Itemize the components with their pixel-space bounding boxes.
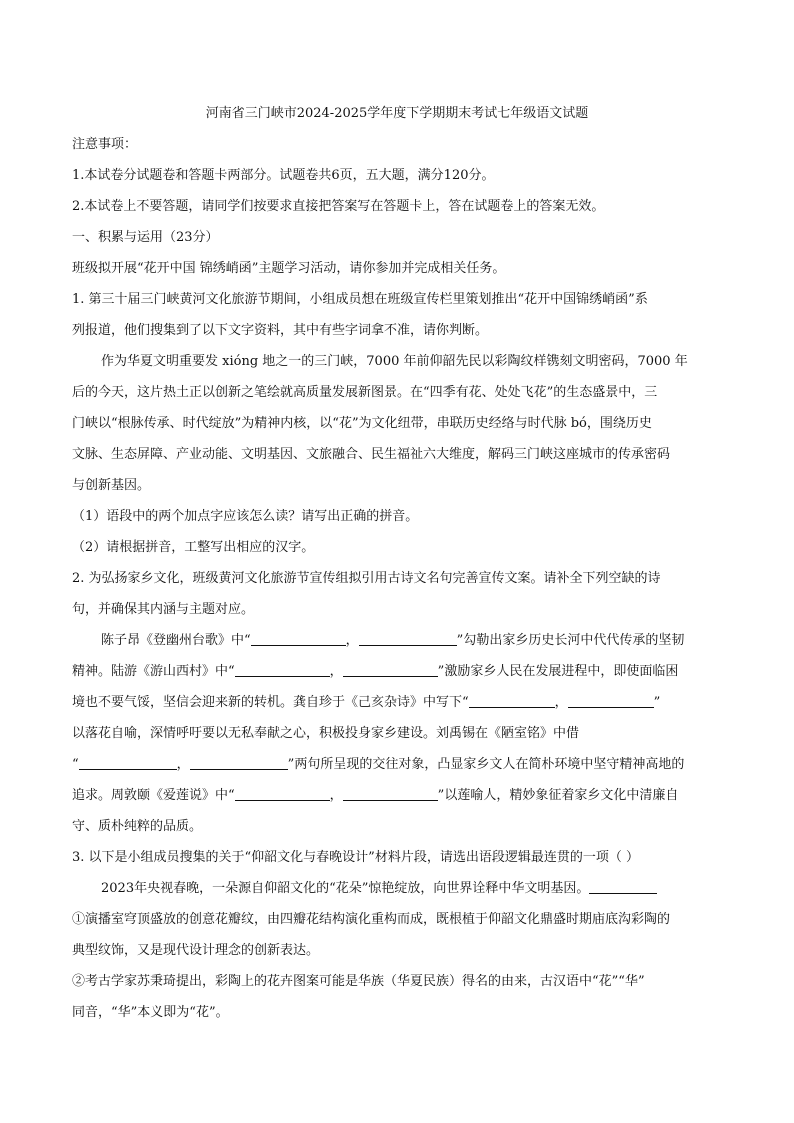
q3-option-2-line-1: ②考古学家苏秉琦提出，彩陶上的花卉图案可能是华族（华夏民族）得名的由来，古汉语中“花”“华” — [72, 974, 645, 989]
answer-blank[interactable] — [235, 662, 330, 677]
answer-blank[interactable] — [568, 693, 654, 708]
q2-stem-line-1: 2. 为弘扬家乡文化，班级黄河文化旅游节宣传组拟引用古诗文名句完善宣传文案。请补全下列空缺的诗 — [72, 571, 661, 586]
exam-title: 河南省三门峡市2024-2025学年度下学期期末考试七年级语文试题 — [205, 106, 589, 121]
answer-blank[interactable] — [251, 631, 346, 646]
q2-line-1 — [101, 631, 684, 651]
q2-line-6-comma: ， — [329, 788, 343, 803]
q1-passage-line-5: 与创新基因。 — [72, 478, 151, 493]
q2-line-1-text-a: 陈子昂《登幽州台歌》中“ — [101, 633, 251, 648]
q2-line-2-text-c: ”激励家乡人民在发展进程中，即使面临困 — [437, 664, 679, 679]
q2-stem-line-2: 句，并确保其内涵与主题对应。 — [72, 602, 255, 617]
q2-line-3-text-a: 境也不要气馁，坚信会迎来新的转机。龚自珍于《己亥杂诗》中写下“ — [72, 695, 469, 710]
q2-line-5-text-a: “ — [72, 757, 79, 772]
answer-blank[interactable] — [359, 631, 457, 646]
answer-blank[interactable] — [589, 879, 657, 894]
q2-line-1-comma: ， — [345, 633, 359, 648]
q1-sub-question-2: （2）请根据拼音，工整写出相应的汉字。 — [72, 540, 315, 555]
q3-option-1-line-2: 典型纹饰，又是现代设计理念的创新表达。 — [72, 943, 320, 958]
q2-line-5-comma: ， — [176, 757, 190, 772]
q2-line-6-text-a: 追求。周敦颐《爱莲说》中“ — [72, 788, 235, 803]
q2-line-2-comma: ， — [329, 664, 343, 679]
answer-blank[interactable] — [79, 755, 177, 770]
answer-blank[interactable] — [190, 755, 288, 770]
q2-line-7: 守、质朴纯粹的品质。 — [72, 819, 203, 834]
notes-heading: 注意事项： — [72, 137, 138, 152]
notes-item-2: 2.本试卷上不要答题，请同学们按要求直接把答案写在答题卡上，答在试题卷上的答案无效。 — [72, 199, 605, 214]
q2-line-1-text-c: ”勾勒出家乡历史长河中代代传承的坚韧 — [456, 633, 685, 648]
q1-stem-line-2: 列报道，他们搜集到了以下文字资料，其中有些字词拿不准，请你判断。 — [72, 323, 489, 338]
q1-passage-line-1: 作为华夏文明重要发 xióng 地之一的三门峡，7000 年前仰韶先民以彩陶纹样镌刻文明密码，7000 年 — [101, 354, 688, 369]
answer-blank[interactable] — [469, 693, 555, 708]
q1-passage-line-3: 门峡以“根脉传承、时代绽放”为精神内核，以“花”为文化纽带，串联历史经络与时代脉 bó，围绕历史 — [72, 416, 652, 431]
q3-option-1-line-1: ①演播室穹顶盛放的创意花瓣纹，由四瓣花结构演化重构而成，既根植于仰韶文化鼎盛时期庙底沟彩陶的 — [72, 912, 671, 927]
q2-line-5 — [72, 755, 684, 775]
notes-item-1: 1.本试卷分试题卷和答题卡两部分。试题卷共6页，五大题，满分120分。 — [72, 168, 495, 183]
q1-sub-question-1: （1）语段中的两个加点字应该怎么读？请写出正确的拼音。 — [72, 509, 419, 524]
q2-line-3-text-c: ” — [653, 695, 661, 710]
q2-line-3 — [72, 693, 660, 713]
section-1-heading: 一、积累与运用（23分） — [72, 230, 219, 245]
q2-line-4: 以落花自喻，深情呼吁要以无私奉献之心，积极投身家乡建设。刘禹锡在《陋室铭》中借 — [72, 726, 580, 741]
q3-option-2-line-2: 同音，“华”本义即为“花”。 — [72, 1005, 229, 1020]
q2-line-2 — [72, 662, 678, 682]
q2-line-6 — [72, 786, 678, 806]
q1-passage-line-2: 后的今天，这片热土正以创新之笔绘就高质量发展新图景。在“四季有花、处处飞花”的生态盛景中，三 — [72, 385, 658, 400]
answer-blank[interactable] — [343, 662, 438, 677]
q2-line-5-text-c: ”两句所呈现的交往对象，凸显家乡文人在简朴环境中坚守精神高地的 — [287, 757, 685, 772]
q2-line-2-text-a: 精神。陆游《游山西村》中“ — [72, 664, 235, 679]
q3-lead-text: 2023年央视春晚，一朵源自仰韶文化的“花朵”惊艳绽放，向世界诠释中华文明基因。 — [101, 881, 590, 896]
q2-line-3-comma: ， — [554, 695, 568, 710]
q3-lead — [101, 879, 657, 899]
q3-stem: 3. 以下是小组成员搜集的关于“仰韶文化与春晚设计”材料片段，请选出语段逻辑最连贯的一项（ ） — [72, 850, 639, 865]
answer-blank[interactable] — [235, 786, 330, 801]
answer-blank[interactable] — [343, 786, 438, 801]
section-1-intro: 班级拟开展“花开中国 锦绣峭函”主题学习活动，请你参加并完成相关任务。 — [72, 261, 506, 276]
q2-line-6-text-c: ”以莲喻人，精妙象征着家乡文化中清廉自 — [437, 788, 679, 803]
q1-passage-line-4: 文脉、生态屏障、产业动能、文明基因、文旅融合、民生福祉六大维度，解码三门峡这座城市的传承密码 — [72, 447, 671, 462]
q1-stem-line-1: 1. 第三十届三门峡黄河文化旅游节期间，小组成员想在班级宣传栏里策划推出“花开中国锦绣峭函”系 — [72, 292, 648, 307]
